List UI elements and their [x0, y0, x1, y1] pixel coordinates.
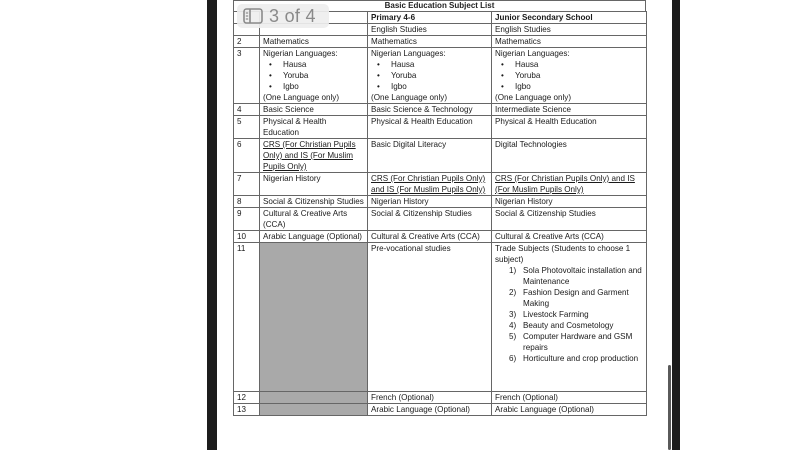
cell-b: English Studies: [368, 24, 492, 36]
cell-a: Nigerian History: [260, 173, 368, 196]
document-viewer[interactable]: [217, 0, 672, 450]
row-no: 13: [234, 404, 260, 416]
list-item: • Hausa: [375, 59, 488, 70]
list-item: • Igbo: [267, 81, 364, 92]
cell-c: [492, 243, 647, 392]
cell-b: Basic Science & Technology: [368, 104, 492, 116]
cell-a: [260, 243, 368, 392]
row-no: 7: [234, 173, 260, 196]
list-item: • Hausa: [267, 59, 364, 70]
table-row: [234, 231, 647, 243]
header-primary: Primary 4-6: [368, 12, 492, 24]
cell-b: CRS (For Christian Pupils Only) and IS (For Muslim Pupils Only): [368, 173, 492, 196]
cell-b: Arabic Language (Optional): [368, 404, 492, 416]
cell-a: CRS (For Christian Pupils Only) and IS (For Muslim Pupils Only): [260, 139, 368, 173]
cell-b: Basic Digital Literacy: [368, 139, 492, 173]
cell-b: Nigerian History: [368, 196, 492, 208]
language-list: [263, 59, 364, 92]
cell-c: English Studies: [492, 24, 647, 36]
table-row: [234, 36, 647, 48]
row-no: 2: [234, 36, 260, 48]
table-row: [234, 139, 647, 173]
cell-a: [260, 392, 368, 404]
table-row: [234, 392, 647, 404]
cell-c: Cultural & Creative Arts (CCA): [492, 231, 647, 243]
list-item: [509, 353, 643, 364]
device-bezel-right: [672, 0, 680, 450]
cell-c: Intermediate Science: [492, 104, 647, 116]
language-list: [495, 59, 643, 92]
list-text: Horticulture and crop production: [523, 354, 639, 363]
cell-c: Mathematics: [492, 36, 647, 48]
trade-list: [495, 265, 643, 364]
row-no: 10: [234, 231, 260, 243]
cell-a: Physical & Health Education: [260, 116, 368, 139]
row-no: 11: [234, 243, 260, 392]
list-number: 5): [509, 332, 517, 341]
cell-c: CRS (For Christian Pupils Only) and IS (For Muslim Pupils Only): [492, 173, 647, 196]
cell-a: Mathematics: [260, 36, 368, 48]
row-no: 8: [234, 196, 260, 208]
table-row: [234, 208, 647, 231]
cell-heading: Trade Subjects (Students to choose 1 subject): [495, 244, 631, 264]
table-row: [234, 104, 647, 116]
cell-a: Arabic Language (Optional): [260, 231, 368, 243]
cell-c: Arabic Language (Optional): [492, 404, 647, 416]
list-number: 2): [509, 288, 517, 297]
language-list: [371, 59, 488, 92]
cell-c: French (Optional): [492, 392, 647, 404]
cell-b: Mathematics: [368, 36, 492, 48]
cell-b: French (Optional): [368, 392, 492, 404]
list-item: [509, 309, 643, 320]
list-item: [509, 287, 643, 309]
cell-note: (One Language only): [371, 93, 448, 102]
cell-a: [260, 404, 368, 416]
table-row: [234, 48, 647, 104]
cell-b: Social & Citizenship Studies: [368, 208, 492, 231]
cell-b: [368, 48, 492, 104]
cell-c: [492, 48, 647, 104]
list-text: Fashion Design and Garment Making: [523, 288, 629, 308]
list-number: 6): [509, 354, 517, 363]
vertical-scrollbar[interactable]: [668, 365, 671, 450]
cell-a: Basic Science: [260, 104, 368, 116]
list-number: 3): [509, 310, 517, 319]
cell-a: Social & Citizenship Studies: [260, 196, 368, 208]
row-no: 6: [234, 139, 260, 173]
row-no: 3: [234, 48, 260, 104]
list-item: [509, 320, 643, 331]
list-item: [509, 331, 643, 353]
cell-heading: Nigerian Languages:: [263, 49, 338, 58]
cell-c: Social & Citizenship Studies: [492, 208, 647, 231]
list-text: Sola Photovoltaic installation and Maintenance: [523, 266, 642, 286]
page-indicator[interactable]: [237, 4, 329, 28]
cell-a: Cultural & Creative Arts (CCA): [260, 208, 368, 231]
table-row: [234, 243, 647, 392]
list-number: 1): [509, 266, 517, 275]
cell-c: Digital Technologies: [492, 139, 647, 173]
list-item: • Hausa: [499, 59, 643, 70]
cell-b: Cultural & Creative Arts (CCA): [368, 231, 492, 243]
table-row: [234, 173, 647, 196]
table-row: [234, 196, 647, 208]
cell-a: [260, 48, 368, 104]
table-title: Basic Education Subject List: [233, 0, 646, 11]
list-text: Livestock Farming: [523, 310, 589, 319]
list-text: Computer Hardware and GSM repairs: [523, 332, 633, 352]
list-item: • Yoruba: [375, 70, 488, 81]
list-item: • Yoruba: [267, 70, 364, 81]
header-jss: Junior Secondary School: [492, 12, 647, 24]
list-number: 4): [509, 321, 517, 330]
cell-note: (One Language only): [495, 93, 572, 102]
cell-heading: Nigerian Languages:: [371, 49, 446, 58]
document-page: [233, 0, 646, 416]
table-row: [234, 116, 647, 139]
cell-b: Physical & Health Education: [368, 116, 492, 139]
device-bezel-left: [207, 0, 217, 450]
list-text: Beauty and Cosmetology: [523, 321, 614, 330]
cell-c: Nigerian History: [492, 196, 647, 208]
subject-table: [233, 11, 647, 416]
table-row: [234, 404, 647, 416]
row-no: 4: [234, 104, 260, 116]
row-no: 12: [234, 392, 260, 404]
row-no: 5: [234, 116, 260, 139]
list-item: • Igbo: [499, 81, 643, 92]
list-item: • Yoruba: [499, 70, 643, 81]
list-item: [509, 265, 643, 287]
page-indicator-text: 3 of 4: [269, 5, 316, 26]
sidebar-panel-icon: [243, 8, 263, 24]
cell-note: (One Language only): [263, 93, 340, 102]
cell-c: Physical & Health Education: [492, 116, 647, 139]
list-item: • Igbo: [375, 81, 488, 92]
row-no: 9: [234, 208, 260, 231]
cell-heading: Nigerian Languages:: [495, 49, 570, 58]
cell-spacer: [495, 364, 643, 391]
cell-b: Pre-vocational studies: [368, 243, 492, 392]
